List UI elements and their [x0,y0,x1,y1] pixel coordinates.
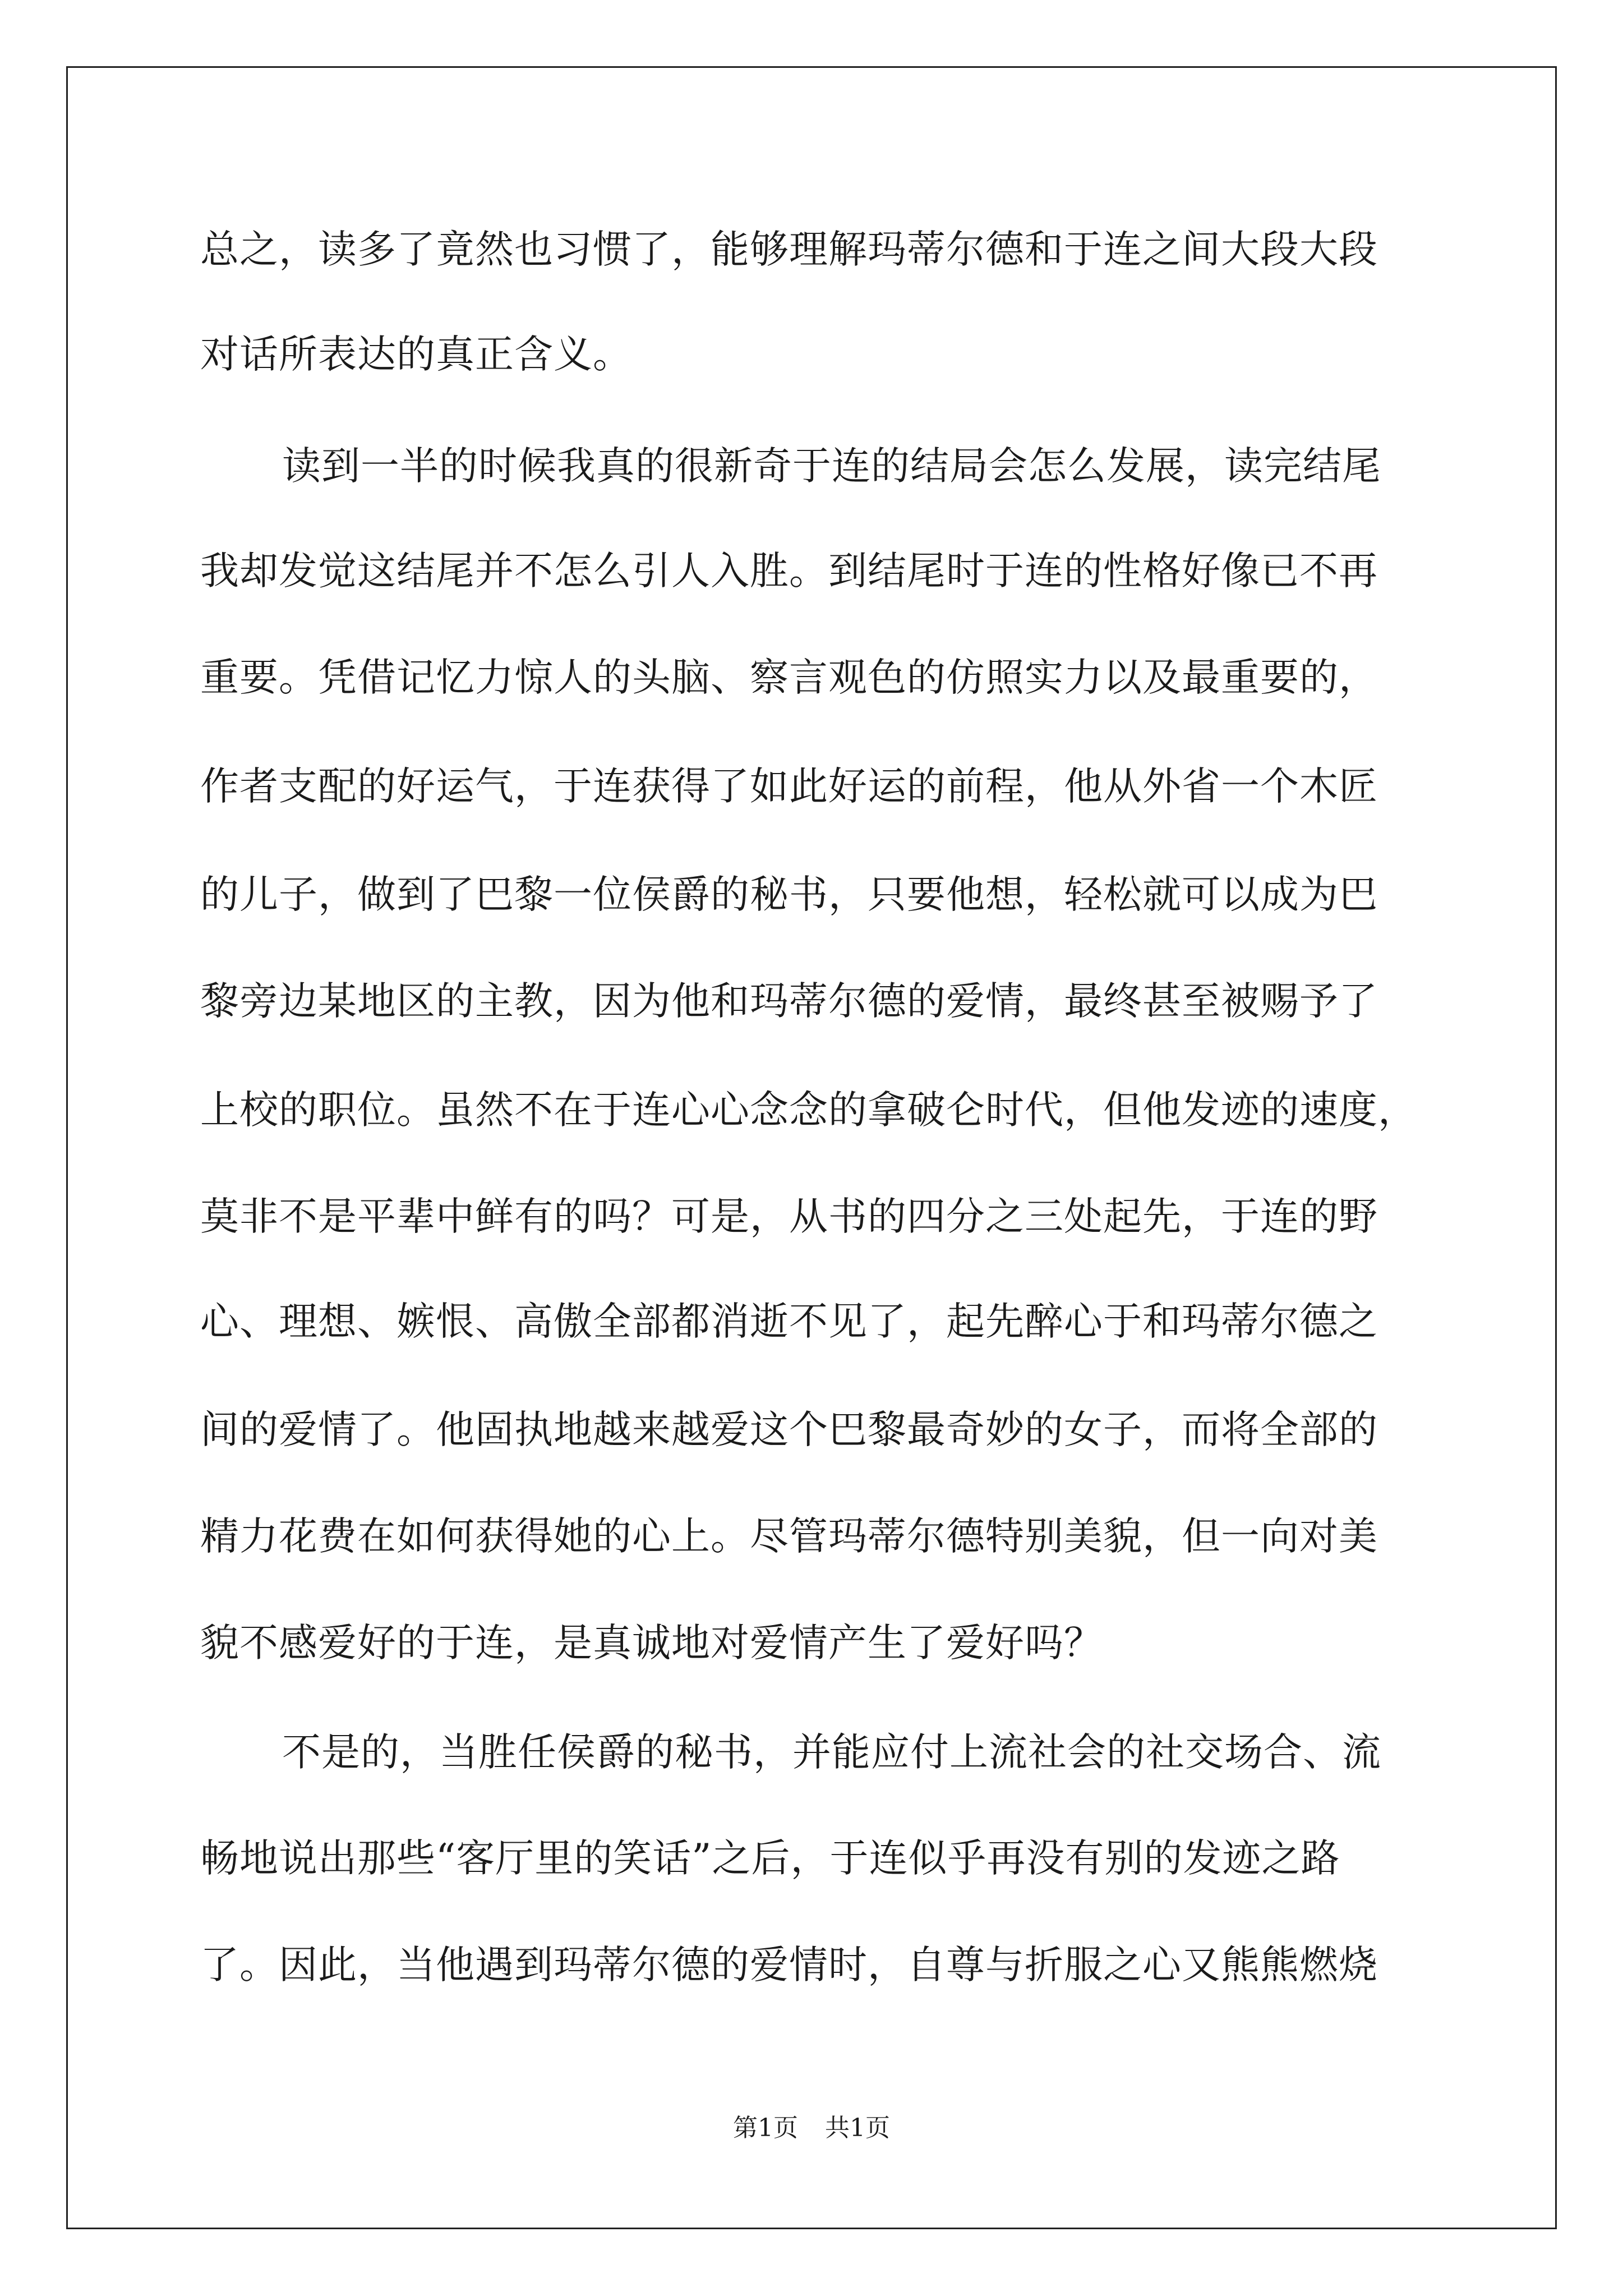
text-line: 黎旁边某地区的主教，因为他和玛蒂尔德的爱情，最终甚至被赐予了 [200,979,1378,1024]
text-line: 总之，读多了竟然也习惯了，能够理解玛蒂尔德和于连之间大段大段 [200,227,1378,272]
text-line: 心、理想、嫉恨、高傲全部都消逝不见了，起先醉心于和玛蒂尔德之 [200,1299,1378,1344]
page-number: 第1页 [733,2114,798,2142]
text-line: 的儿子，做到了巴黎一位侯爵的秘书，只要他想，轻松就可以成为巴 [200,872,1378,917]
text-line: 读到一半的时候我真的很新奇于连的结局会怎么发展，读完结尾 [282,444,1381,489]
text-line: 对话所表达的真正含义。 [200,332,632,377]
page-footer [0,2111,1623,2145]
text-line: 上校的职位。虽然不在于连心心念念的拿破仑时代，但他发迹的速度， [200,1088,1417,1133]
text-line: 畅地说出那些“客厅里的笑话”之后，于连似乎再没有别的发迹之路 [200,1836,1340,1881]
text-line: 莫非不是平辈中鲜有的吗？可是，从书的四分之三处起先，于连的野 [200,1194,1378,1239]
text-line: 我却发觉这结尾并不怎么引人入胜。到结尾时于连的性格好像已不再 [200,549,1378,593]
text-line: 作者支配的好运气，于连获得了如此好运的前程，他从外省一个木匠 [200,764,1378,809]
text-line: 不是的，当胜任侯爵的秘书，并能应付上流社会的社交场合、流 [282,1730,1381,1775]
text-line: 精力花费在如何获得她的心上。尽管玛蒂尔德特别美貌，但一向对美 [200,1514,1378,1559]
text-line: 重要。凭借记忆力惊人的头脑、察言观色的仿照实力以及最重要的， [200,655,1378,700]
text-line: 貌不感爱好的于连，是真诚地对爱情产生了爱好吗？ [200,1621,1103,1665]
text-line: 间的爱情了。他固执地越来越爱这个巴黎最奇妙的女子，而将全部的 [200,1407,1378,1452]
text-line: 了。因此，当他遇到玛蒂尔德的爱情时，自尊与折服之心又熊熊燃烧 [200,1943,1378,1987]
page-total: 共1页 [825,2114,890,2142]
page-border [66,66,1557,2229]
